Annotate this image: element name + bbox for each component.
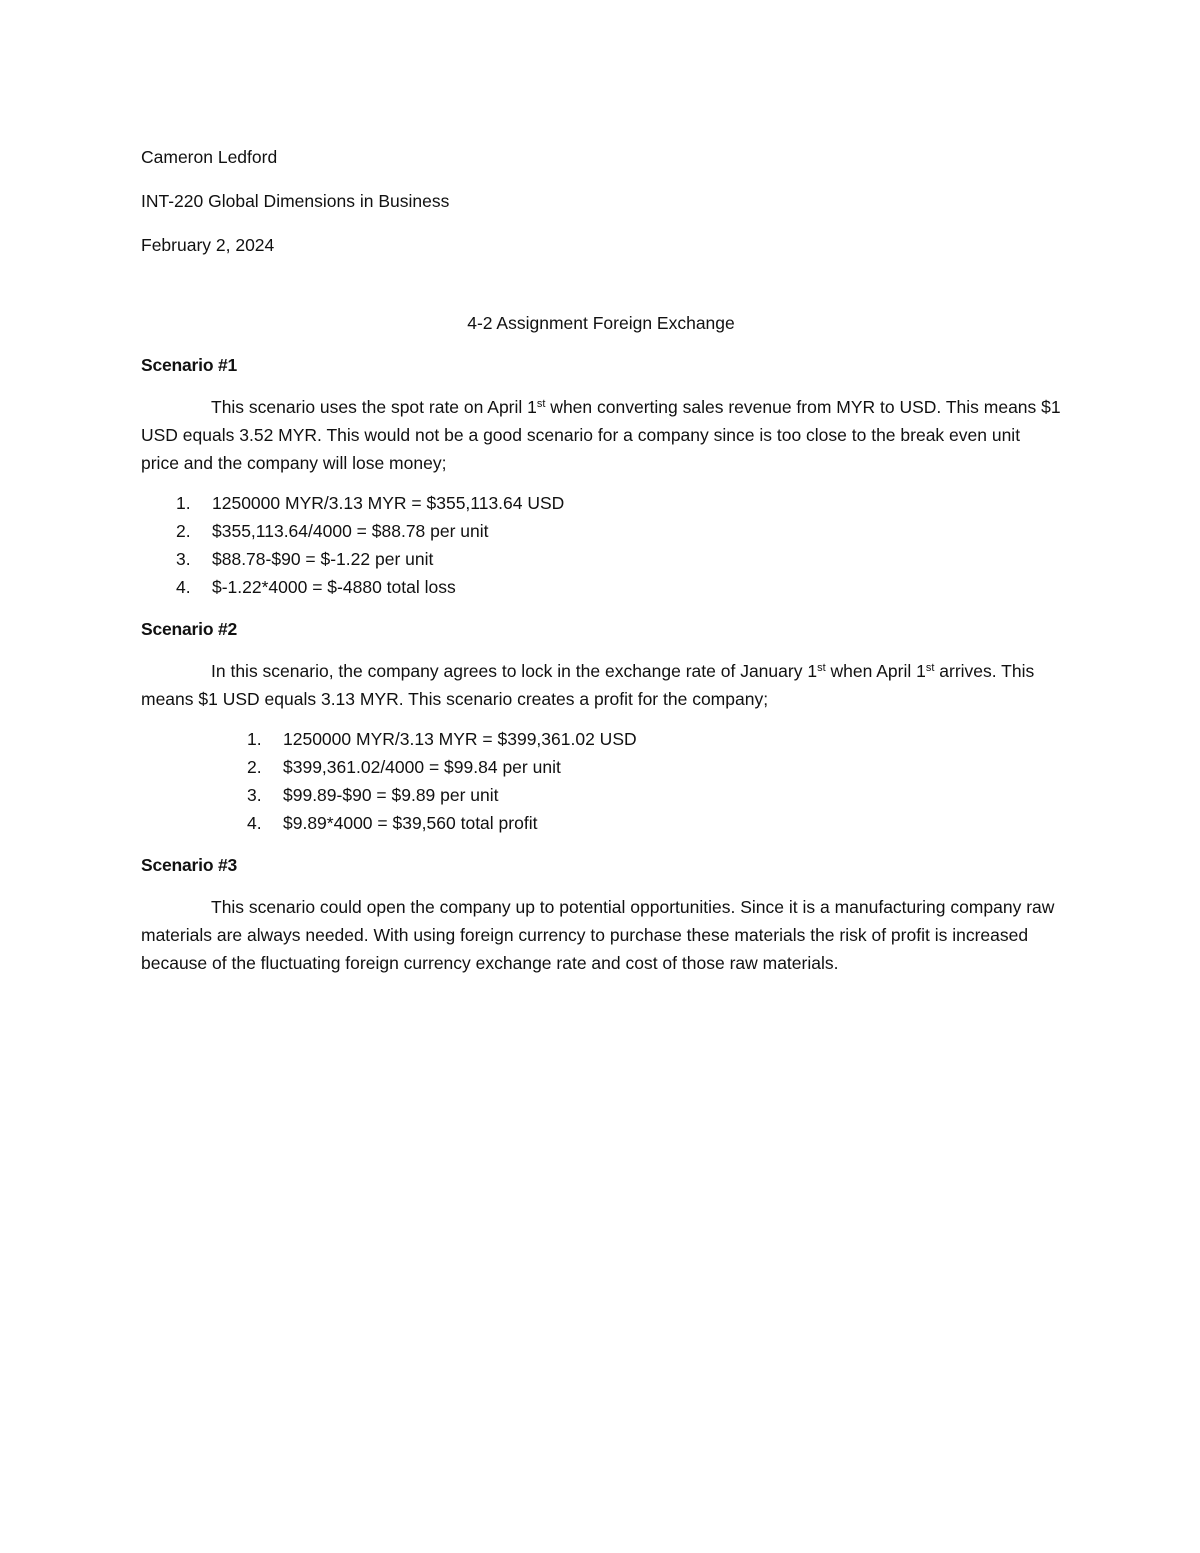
list-number: 3. [247,785,262,805]
list-item [141,489,1061,517]
list-text: 1250000 MYR/3.13 MYR = $355,113.64 USD [212,493,565,513]
scenario-1-steps [141,489,1061,601]
list-text: $88.78-$90 = $-1.22 per unit [212,549,434,569]
list-item [141,809,1061,837]
scenario-2-text-part1: In this scenario, the company agrees to lock in the exchange rate of January 1 [211,661,818,681]
list-number: 4. [247,813,262,833]
list-number: 3. [176,549,191,569]
scenario-2-superscript-1: st [817,662,826,674]
list-item [141,545,1061,573]
list-text: $99.89-$90 = $9.89 per unit [283,785,499,805]
list-text: $9.89*4000 = $39,560 total profit [283,813,538,833]
scenario-3-text: This scenario could open the company up to potential opportunities. Since it is a manufacturing company raw materials are always needed. With using foreign currency to purchase these materials the risk of profit is increased because of the fluctuating foreign currency exchange rate and cost of those raw materials. [141,897,1055,973]
list-text: $355,113.64/4000 = $88.78 per unit [212,521,489,541]
list-text: $-1.22*4000 = $-4880 total loss [212,577,456,597]
list-text: $399,361.02/4000 = $99.84 per unit [283,757,561,777]
scenario-2-superscript-2: st [925,662,935,674]
scenario-3-paragraph [141,893,1061,977]
list-number: 2. [247,757,262,777]
document-title: 4-2 Assignment Foreign Exchange [467,313,735,333]
list-number: 2. [176,521,191,541]
scenario-2-text-part2: when April 1 [825,661,926,681]
scenario-2-paragraph [141,657,1061,713]
list-number: 4. [176,577,191,597]
scenario-1-superscript: st [536,398,546,410]
list-item [141,753,1061,781]
list-number: 1. [247,729,262,749]
list-item [141,781,1061,809]
list-item [141,725,1061,753]
scenario-3-heading: Scenario #3 [141,855,238,875]
list-item [141,517,1061,545]
scenario-2-steps [141,725,1061,837]
author-name: Cameron Ledford [141,147,278,167]
scenario-1-text-part1: This scenario uses the spot rate on April 1 [211,397,537,417]
scenario-2-text-part3: arrives. This means $1 USD equals 3.13 MYR. This scenario creates a profit for the company; [141,661,1035,709]
document-body [141,143,1061,989]
course-name: INT-220 Global Dimensions in Business [141,191,450,211]
list-text: 1250000 MYR/3.13 MYR = $399,361.02 USD [283,729,637,749]
scenario-1-paragraph [141,393,1061,477]
list-item [141,573,1061,601]
scenario-1-text-part2: when converting sales revenue from MYR to USD. This means $1 USD equals 3.52 MYR. This would not be a good scenario for a company since is too close to the break even unit price and the company will lose money; [141,397,1061,473]
list-number: 1. [176,493,191,513]
document-date: February 2, 2024 [141,235,275,255]
scenario-1-heading: Scenario #1 [141,355,238,375]
scenario-2-heading: Scenario #2 [141,619,238,639]
